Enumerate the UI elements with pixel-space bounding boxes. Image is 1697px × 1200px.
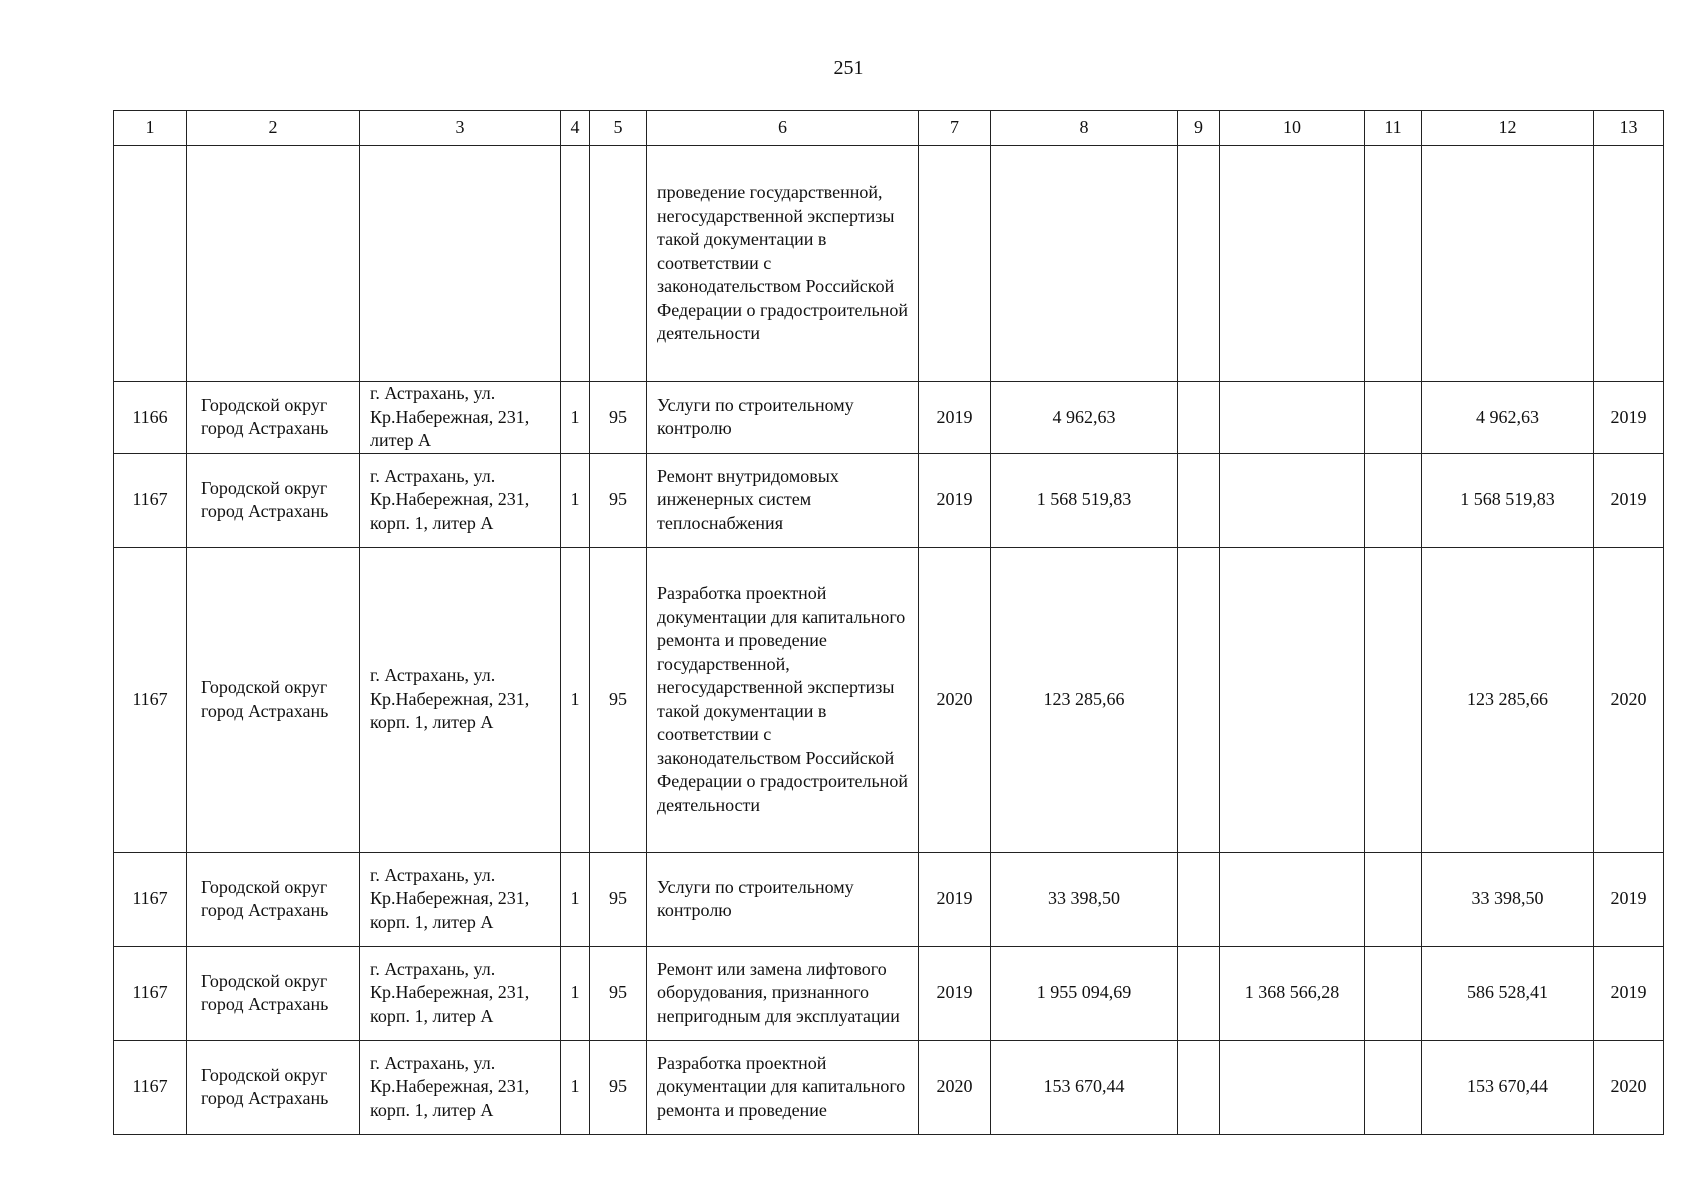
cell-year: 2019 (919, 382, 991, 454)
cell-col11 (1365, 453, 1422, 547)
table-row (114, 946, 1664, 1040)
cell-total-cost: 33 398,50 (991, 852, 1178, 946)
column-header: 1 (114, 111, 187, 146)
cell-municipality (187, 146, 360, 382)
cell-work-description: Разработка проектной документации для капитального ремонта и проведение государственной, негосударственной экспертизы такой документации в соответствии с законодательством Российской Федерации о градостроительной деятельности (647, 547, 919, 852)
table-row (114, 453, 1664, 547)
cell-work-description: проведение государственной, негосударственной экспертизы такой документации в соответствии с законодательством Российской Федерации о градостроительной деятельности (647, 146, 919, 382)
cell-address (360, 146, 561, 382)
column-header: 11 (1365, 111, 1422, 146)
cell-address: г. Астрахань, ул. Кр.Набережная, 231, корп. 1, литер А (360, 547, 561, 852)
cell-col11 (1365, 946, 1422, 1040)
cell-work-description: Услуги по строительному контролю (647, 852, 919, 946)
cell-year-end: 2020 (1594, 547, 1664, 852)
cell-col4 (561, 146, 590, 382)
column-header: 3 (360, 111, 561, 146)
cell-year: 2020 (919, 1040, 991, 1134)
cell-col12: 1 568 519,83 (1422, 453, 1594, 547)
cell-col12: 4 962,63 (1422, 382, 1594, 454)
cell-col4: 1 (561, 852, 590, 946)
cell-col11 (1365, 382, 1422, 454)
cell-col11 (1365, 547, 1422, 852)
cell-col4: 1 (561, 453, 590, 547)
cell-col9 (1178, 453, 1220, 547)
cell-municipality: Городской округ город Астрахань (187, 852, 360, 946)
cell-year-end: 2019 (1594, 453, 1664, 547)
cell-col9 (1178, 382, 1220, 454)
table-row (114, 382, 1664, 454)
cell-col10 (1220, 146, 1365, 382)
cell-col5: 95 (590, 453, 647, 547)
cell-col9 (1178, 1040, 1220, 1134)
cell-col5: 95 (590, 547, 647, 852)
cell-col10 (1220, 1040, 1365, 1134)
cell-col5: 95 (590, 852, 647, 946)
cell-municipality: Городской округ город Астрахань (187, 382, 360, 454)
cell-col5 (590, 146, 647, 382)
cell-row-number: 1167 (114, 453, 187, 547)
column-header: 8 (991, 111, 1178, 146)
cell-row-number: 1167 (114, 852, 187, 946)
cell-row-number: 1167 (114, 547, 187, 852)
cell-municipality: Городской округ город Астрахань (187, 946, 360, 1040)
cell-col11 (1365, 146, 1422, 382)
cell-col10 (1220, 852, 1365, 946)
cell-row-number: 1167 (114, 946, 187, 1040)
cell-row-number: 1166 (114, 382, 187, 454)
column-header: 6 (647, 111, 919, 146)
cell-col11 (1365, 1040, 1422, 1134)
cell-col10: 1 368 566,28 (1220, 946, 1365, 1040)
cell-total-cost: 123 285,66 (991, 547, 1178, 852)
data-table (113, 110, 1664, 1135)
cell-col11 (1365, 852, 1422, 946)
cell-year-end: 2019 (1594, 852, 1664, 946)
column-header: 5 (590, 111, 647, 146)
cell-total-cost: 4 962,63 (991, 382, 1178, 454)
cell-col5: 95 (590, 946, 647, 1040)
cell-col4: 1 (561, 547, 590, 852)
cell-work-description: Ремонт внутридомовых инженерных систем теплоснабжения (647, 453, 919, 547)
cell-col9 (1178, 146, 1220, 382)
cell-municipality: Городской округ город Астрахань (187, 453, 360, 547)
cell-year (919, 146, 991, 382)
cell-address: г. Астрахань, ул. Кр.Набережная, 231, корп. 1, литер А (360, 946, 561, 1040)
cell-total-cost (991, 146, 1178, 382)
cell-col10 (1220, 453, 1365, 547)
cell-col9 (1178, 946, 1220, 1040)
cell-col4: 1 (561, 1040, 590, 1134)
cell-total-cost: 153 670,44 (991, 1040, 1178, 1134)
column-header: 13 (1594, 111, 1664, 146)
table-row (114, 547, 1664, 852)
cell-col12 (1422, 146, 1594, 382)
cell-address: г. Астрахань, ул. Кр.Набережная, 231, корп. 1, литер А (360, 1040, 561, 1134)
cell-address: г. Астрахань, ул. Кр.Набережная, 231, корп. 1, литер А (360, 852, 561, 946)
table-row (114, 146, 1664, 382)
column-header: 4 (561, 111, 590, 146)
cell-year-end: 2019 (1594, 946, 1664, 1040)
cell-year: 2019 (919, 946, 991, 1040)
cell-col4: 1 (561, 946, 590, 1040)
cell-col5: 95 (590, 1040, 647, 1134)
page-number: 251 (833, 57, 864, 79)
cell-col12: 586 528,41 (1422, 946, 1594, 1040)
table-row (114, 852, 1664, 946)
cell-total-cost: 1 568 519,83 (991, 453, 1178, 547)
column-header: 9 (1178, 111, 1220, 146)
table-header-row (114, 111, 1664, 146)
cell-year: 2019 (919, 852, 991, 946)
cell-municipality: Городской округ город Астрахань (187, 547, 360, 852)
cell-col10 (1220, 382, 1365, 454)
cell-col5: 95 (590, 382, 647, 454)
cell-row-number: 1167 (114, 1040, 187, 1134)
cell-year: 2019 (919, 453, 991, 547)
cell-col12: 123 285,66 (1422, 547, 1594, 852)
cell-address: г. Астрахань, ул. Кр.Набережная, 231, корп. 1, литер А (360, 453, 561, 547)
cell-col9 (1178, 547, 1220, 852)
cell-total-cost: 1 955 094,69 (991, 946, 1178, 1040)
cell-col4: 1 (561, 382, 590, 454)
column-header: 7 (919, 111, 991, 146)
cell-year-end: 2020 (1594, 1040, 1664, 1134)
table-row (114, 1040, 1664, 1134)
cell-year-end: 2019 (1594, 382, 1664, 454)
cell-municipality: Городской округ город Астрахань (187, 1040, 360, 1134)
cell-work-description: Разработка проектной документации для капитального ремонта и проведение (647, 1040, 919, 1134)
column-header: 2 (187, 111, 360, 146)
cell-row-number (114, 146, 187, 382)
column-header: 12 (1422, 111, 1594, 146)
cell-year-end (1594, 146, 1664, 382)
cell-work-description: Ремонт или замена лифтового оборудования, признанного непригодным для эксплуатации (647, 946, 919, 1040)
column-header: 10 (1220, 111, 1365, 146)
cell-col12: 153 670,44 (1422, 1040, 1594, 1134)
cell-year: 2020 (919, 547, 991, 852)
cell-address: г. Астрахань, ул. Кр.Набережная, 231, литер А (360, 382, 561, 454)
cell-col9 (1178, 852, 1220, 946)
cell-col10 (1220, 547, 1365, 852)
cell-col12: 33 398,50 (1422, 852, 1594, 946)
cell-work-description: Услуги по строительному контролю (647, 382, 919, 454)
